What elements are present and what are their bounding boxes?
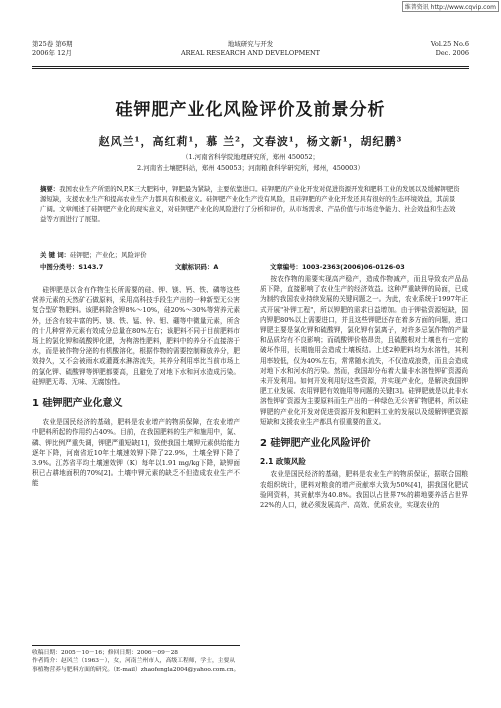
affiliation-2: 2.河南省土壤肥料站，郑州 450053；河南粮食科学研究所，郑州，450003） bbox=[137, 164, 364, 172]
section-heading-1: 1 硅钾肥产业化意义 bbox=[32, 398, 123, 410]
header-issue: 第25卷 第6期 2006年 12月 bbox=[32, 40, 73, 57]
header-divider bbox=[32, 68, 469, 69]
footnote-dates: 收稿日期：2005－10－16；修回日期：2006－09－28 bbox=[32, 650, 178, 656]
affiliation-1: （1.河南省科学院地理研究所，郑州 450052； bbox=[181, 153, 320, 161]
section-heading-2: 2 硅钾肥产业化风险评价 bbox=[260, 438, 371, 450]
intro-paragraph: 硅钾肥是以含有作物生长所需要的硅、钾、镁、钙、铁、磷等这些营养元素的天然矿石做原料，采用高科技手段生产出的一种新型无公害复合型矿物肥料。该肥料除含钾8%～10%，硅20%～30%等营养元素外，还含有较丰富的钙、镁、铁、锰、锌、钼、硼等中微量元素，所含的十几种营养元素有效成分总量在80%左右；该肥料不同于目前肥料市场上的氯化钾和硫酸钾化肥，为枸溶性肥料，肥料中的养分不直接溶于水，而是被作物分泌的有机酸溶化，根据作物的需要控制释放养分，肥效持久，又不会被雨水或灌溉水淋溶流失，其养分利用率比当前市场上的氯化钾、硫酸钾等钾肥都要高，且避免了对地下水和河水造成污染。硅钾肥无毒、无味、无腐蚀性。 bbox=[32, 286, 240, 386]
abstract-label: 摘要： bbox=[40, 185, 60, 193]
subsection-heading-2-1: 2.1 政策风险 bbox=[260, 457, 306, 467]
left-column bbox=[32, 285, 240, 489]
paper-title: 硅钾肥产业化风险评价及前景分析 bbox=[115, 100, 386, 120]
classification-code: 中图分类号：S143.7 bbox=[40, 263, 104, 271]
keywords: 关 键 词：硅钾肥；产业化；风险评价 bbox=[40, 251, 147, 259]
header-volume: Vol.25 No.6 Dec. 2006 bbox=[430, 40, 469, 57]
footnote-author-bio: 作者简介：赵风兰（1963－），女，河南兰州市人，高级工程师，学士，主要从事植物营养与肥料方面的研究。（E-mail）zhaofengla2004@yahoo.com.cn。 bbox=[32, 658, 240, 673]
classification-row bbox=[40, 262, 461, 271]
abstract bbox=[40, 184, 461, 224]
section-1-paragraph: 农业是国民经济的基础，肥料是农业增产的物质保障，在农业增产中肥料所起的作用约占40%。目前，在我国肥料的生产和施用中，氮、磷、钾比例严重失调，钾肥严重短缺[1]，致使我国土壤钾元素供给能力逐年下降，河南省近10年土壤速效钾下降了22.9%，土壤全钾下降了3.9%。江苏省平均土壤速效钾（K）每年以1.91 mg/kg下降，缺钾面积已占耕地面积的70%[2]。土壤中钾元素的缺乏不但造成农业生产不能 bbox=[32, 418, 240, 488]
article-id: 文章编号：1003-2363(2006)06-0126-03 bbox=[270, 263, 405, 271]
abstract-text: 我国农业生产所需的N,P,K三大肥料中，钾肥最为紧缺，主要依靠进口。硅钾肥的产业化开发对促进资源开发和肥料工业的发展以及缓解钾肥资源短缺，支援农业生产和提高农业生产力都具有积极意义。硅钾肥产业化生产没有风险，且硅钾肥的产业化开发还具有很好的生态环境效益，其前景广阔。文章阐述了硅钾肥产业化的现实意义，对硅钾肥产业化的风险进行了分析和评价，从市场需求、产品价值与市场竞争能力、社会效益和生态效益等方面进行了展望。 bbox=[40, 185, 460, 223]
watermark: 维普资讯 http://www.cqvip.com bbox=[402, 1, 499, 12]
document-code: 文献标识码：A bbox=[175, 263, 219, 271]
header-journal: 地域研究与开发 AREAL RESEARCH AND DEVELOPMENT bbox=[180, 40, 321, 57]
author-list: 赵风兰¹，高红莉¹，慕 兰²，文春波¹，杨文新¹，胡纪鹏³ bbox=[98, 135, 403, 148]
section-2-1-paragraph: 农业是国民经济的基础，肥料是农业生产的物质保证，据联合国粮农组织统计，肥料对粮食的增产贡献率大致为50%[4]，据我国化肥试验网资料，其贡献率为40.8%。我国以占世界7%的耕地要养活占世界22%的人口，就必须发展高产、高效、优质农业，实现农业的 bbox=[260, 470, 468, 510]
journal-header bbox=[32, 40, 469, 67]
continued-paragraph: 按农作物的需要实现高产稳产，造成作物减产，而且导致农产品品质下降，直接影响了农业生产的经济效益。这种严重缺钾的局面，已成为制约我国农业持续发展的关键问题之一。为此，农业系统于1997年正式开展"补钾工程"，所以钾肥的需求日益增加。由于钾盐资源短缺，国内钾肥80%以上需要进口，并且这些钾肥还存在着多方面的问题，进口钾肥主要是氯化钾和硫酸钾，氯化钾有氯离子，对许多忌氯作物的产量和品质均有不良影响；而硫酸钾价格昂贵，且硫酸根对土壤也有一定的破坏作用，长期施用会造成土壤板结。上述2种肥料均为水溶性，其利用率较低，仅为40%左右，常常随水流失，不仅造成浪费，而且会造成对地下水和河水的污染。然而，我国却分布着大量非水溶性钾矿资源尚未开发利用。如何开发利用好这些资源，并实现产业化，是解决我国钾肥工业发展、农用钾肥有效施用等问题的关键[3]。硅钾肥就是以此非水溶性钾矿资源为主要原料而生产出的一种绿色无公害矿物肥料，所以硅钾肥的产业化开发对促进资源开发和肥料工业的发展以及缓解钾肥资源短缺和支援农业生产都具有很重要的意义。 bbox=[260, 275, 468, 426]
right-column bbox=[260, 274, 468, 510]
footnote bbox=[32, 645, 240, 674]
